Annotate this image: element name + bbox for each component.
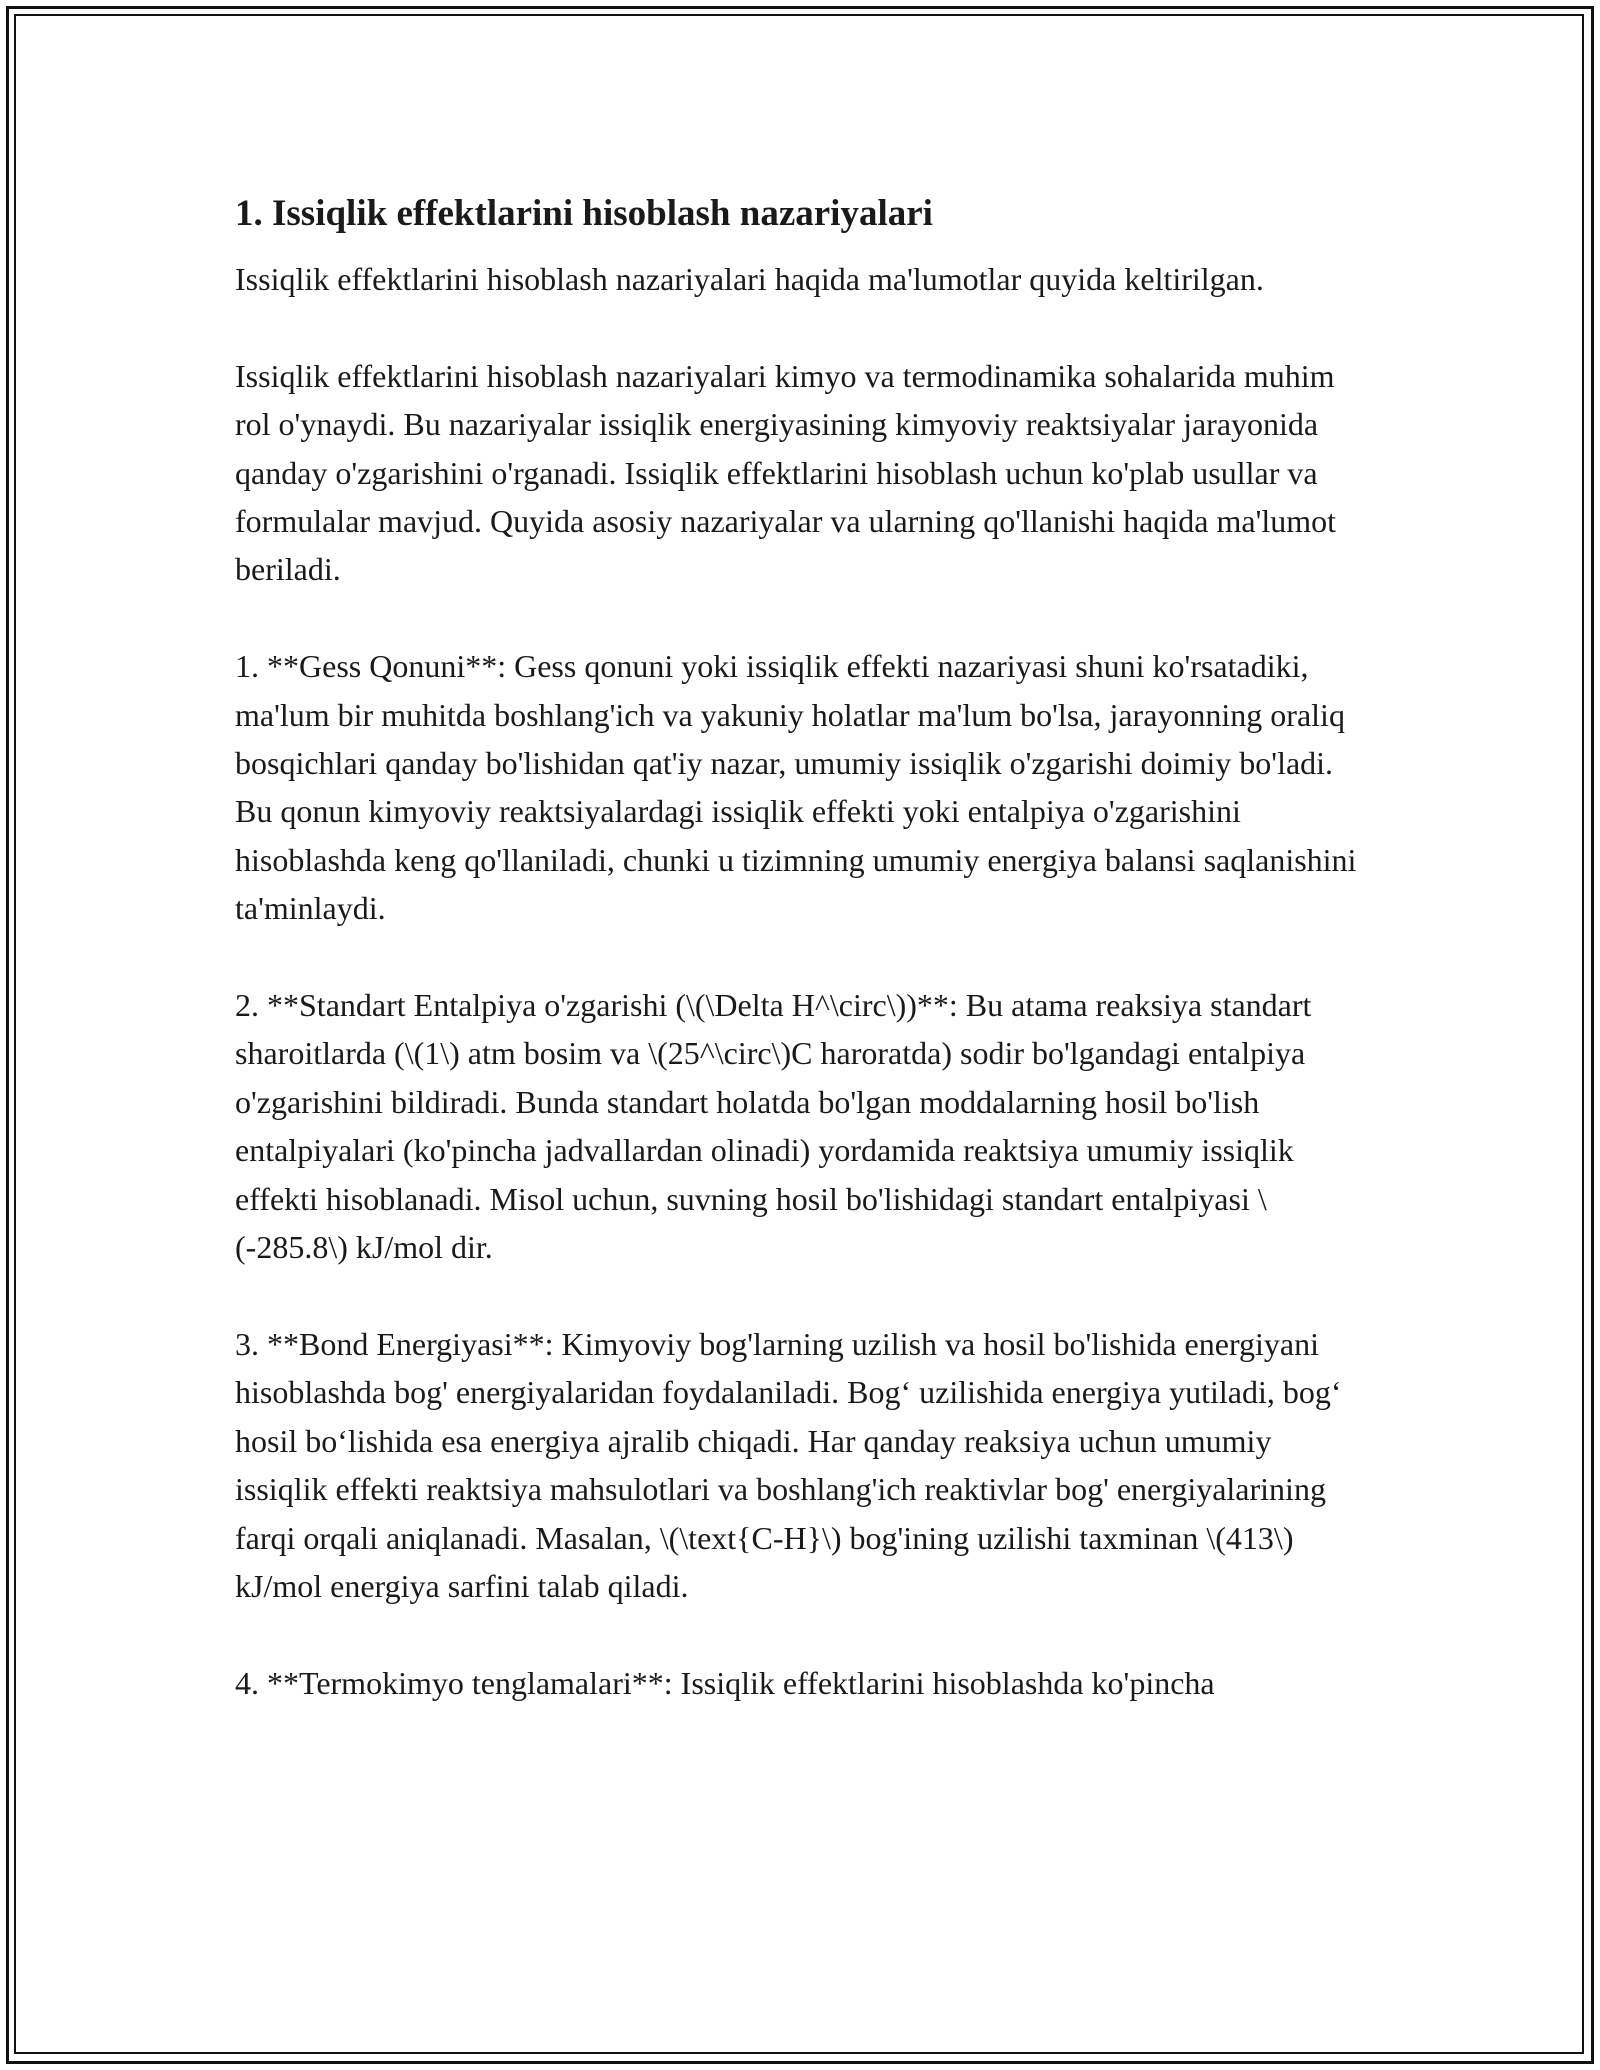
intro-paragraph: Issiqlik effektlarini hisoblash nazariyalari haqida ma'lumotlar quyida keltirilgan. — [235, 261, 1264, 297]
standard-enthalpy-paragraph: 2. **Standart Entalpiya o'zgarishi (\(\Delta H^\circ\))**: Bu atama reaksiya standart sharoitlarda (\(1\) atm bosim va \(25^\circ\)C haroratda) sodir bo'lgandagi entalpiya o'zgarishini bildiradi. Bunda standart holatda bo'lgan moddalarning hosil bo'lish entalpiyalari (ko'pincha jadvallardan olinadi) yordamida reaktsiya umumiy issiqlik effekti hisoblanadi. Misol uchun, suvning hosil bo'lishidagi standart entalpiyasi \(-285.8\) kJ/mol dir. — [235, 987, 1312, 1266]
overview-paragraph: Issiqlik effektlarini hisoblash nazariyalari kimyo va termodinamika sohalarida muhim rol o'ynaydi. Bu nazariyalar issiqlik energiyasining kimyoviy reaktsiyalar jarayonida qanday o'zgarishini o'rganadi. Issiqlik effektlarini hisoblash uchun ko'plab usullar va formulalar mavjud. Quyida asosiy nazariyalar va ularning qo'llanishi haqida ma'lumot beriladi. — [235, 357, 1336, 588]
hess-law-paragraph: 1. **Gess Qonuni**: Gess qonuni yoki issiqlik effekti nazariyasi shuni ko'rsatadiki, ma'lum bir muhitda boshlang'ich va yakuniy holatlar ma'lum bo'lsa, jarayonning oraliq bosqichlari qanday bo'lishidan qat'iy nazar, umumiy issiqlik o'zgarishi doimiy bo'ladi. Bu qonun kimyoviy reaktsiyalardagi issiqlik effekti yoki entalpiya o'zgarishini hisoblashda keng qo'llaniladi, chunki u tizimning umumiy energiya balansi saqlanishini ta'minlaydi. — [235, 648, 1357, 927]
document-body — [235, 185, 1370, 1756]
thermochemical-equations-paragraph: 4. **Termokimyo tenglamalari**: Issiqlik effektlarini hisoblashda ko'pincha — [235, 1664, 1215, 1701]
bond-energy-paragraph: 3. **Bond Energiyasi**: Kimyoviy bog'larning uzilish va hosil bo'lishida energiyani hisoblashda bog' energiyalaridan foydalaniladi. Bog‘ uzilishida energiya yutiladi, bog‘ hosil bo‘lishida esa energiya ajralib chiqadi. Har qanday reaksiya uchun umumiy issiqlik effekti reaktsiya mahsulotlari va boshlang'ich reaktivlar bog' energiyalarining farqi orqali aniqlanadi. Masalan, \(\text{C-H}\) bog'ining uzilishi taxminan \(413\) kJ/mol energiya sarfini talab qiladi. — [235, 1325, 1342, 1604]
document-heading: 1. Issiqlik effektlarini hisoblash nazariyalari — [235, 193, 933, 234]
